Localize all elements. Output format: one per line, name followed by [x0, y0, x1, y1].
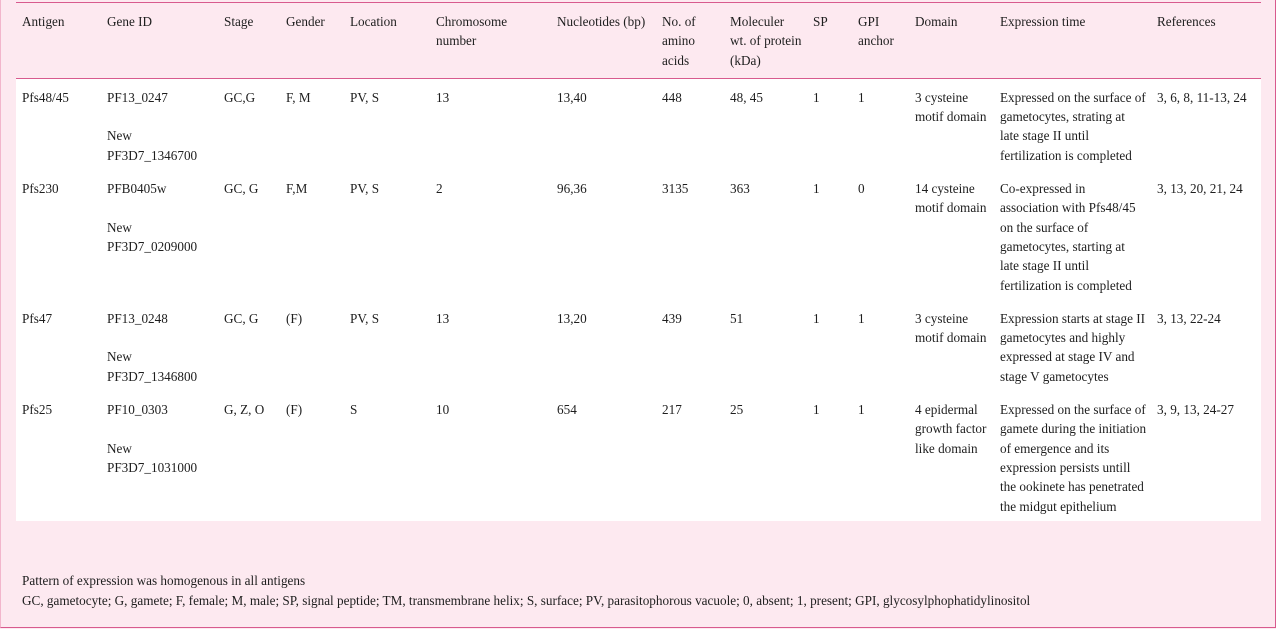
gene-id-new: PF3D7_1031000 [107, 459, 198, 475]
cell-domain: 3 cysteine motif domain [915, 89, 987, 125]
cell-mol-wt: 48, 45 [730, 89, 763, 105]
cell-expression: Co-expressed in association with Pfs48/45 on the surface of gametocytes, starting at late stage II until fertilization is completed [1000, 181, 1136, 293]
cell-references: 3, 6, 8, 11-13, 24 [1157, 89, 1247, 105]
gene-id-new: PF3D7_1346800 [107, 368, 198, 384]
cell-references: 3, 13, 20, 21, 24 [1157, 181, 1243, 197]
gene-id-new-label: New [107, 349, 132, 365]
cell-sp: 1 [813, 181, 820, 197]
cell-sp: 1 [813, 310, 820, 326]
gene-id-new: PF3D7_1346700 [107, 147, 198, 163]
cell-gender: (F) [286, 310, 303, 326]
cell-mol-wt: 51 [730, 310, 744, 326]
gene-id-new-label: New [107, 219, 132, 235]
cell-nucleotides: 13,40 [557, 89, 587, 105]
cell-sp: 1 [813, 402, 820, 418]
col-header-antigen: Antigen [16, 3, 101, 78]
cell-mol-wt: 363 [730, 181, 750, 197]
cell-chromosome: 2 [436, 181, 443, 197]
col-header-nucleotides: Nucleotides (bp) [551, 3, 656, 78]
cell-amino-acids: 3135 [662, 181, 689, 197]
cell-stage: GC, G [224, 310, 259, 326]
cell-references: 3, 9, 13, 24-27 [1157, 402, 1234, 418]
col-header-references: References [1151, 3, 1261, 78]
gene-id-new-label: New [107, 440, 132, 456]
cell-nucleotides: 96,36 [557, 181, 587, 197]
cell-expression: Expressed on the surface of gamete during the initiation of emergence and its expression persists untill the ookinete has penetrated the midgut epithelium [1000, 402, 1147, 514]
cell-mol-wt: 25 [730, 402, 744, 418]
cell-expression: Expression starts at stage II gametocytes and highly expressed at stage IV and stage V gametocytes [1000, 310, 1146, 384]
col-header-expression: Expression time [994, 3, 1151, 78]
col-header-location: Location [344, 3, 430, 78]
table-row [16, 170, 1261, 300]
cell-amino-acids: 439 [662, 310, 682, 326]
gene-id-new: PF3D7_0209000 [107, 238, 198, 254]
header-row [16, 3, 1261, 78]
cell-location: PV, S [350, 181, 380, 197]
cell-nucleotides: 654 [557, 402, 577, 418]
cell-amino-acids: 217 [662, 402, 682, 418]
cell-antigen: Pfs47 [22, 310, 53, 326]
cell-antigen: Pfs230 [22, 181, 59, 197]
footnote-note: Pattern of expression was homogenous in all antigens [22, 573, 306, 588]
cell-gender: (F) [286, 402, 303, 418]
cell-expression: Expressed on the surface of gametocytes, strating at late stage II until fertilization is completed [1000, 89, 1146, 163]
table-row [16, 78, 1261, 170]
cell-chromosome: 13 [436, 310, 450, 326]
cell-chromosome: 10 [436, 402, 450, 418]
cell-location: PV, S [350, 89, 380, 105]
col-header-gene-id: Gene ID [101, 3, 218, 78]
col-header-gender: Gender [280, 3, 344, 78]
gene-id-old: PFB0405w [107, 181, 167, 197]
cell-chromosome: 13 [436, 89, 450, 105]
gene-id-old: PF13_0247 [107, 89, 168, 105]
cell-stage: GC,G [224, 89, 256, 105]
col-header-mol-wt: Moleculer wt. of protein (kDa) [724, 3, 807, 78]
cell-gpi: 1 [858, 402, 865, 418]
cell-location: PV, S [350, 310, 380, 326]
cell-antigen: Pfs48/45 [22, 89, 69, 105]
cell-stage: GC, G [224, 181, 259, 197]
table-footnote [22, 571, 1030, 610]
cell-amino-acids: 448 [662, 89, 682, 105]
cell-domain: 3 cysteine motif domain [915, 310, 987, 346]
col-header-stage: Stage [218, 3, 280, 78]
gene-id-old: PF13_0248 [107, 310, 168, 326]
cell-sp: 1 [813, 89, 820, 105]
col-header-gpi: GPI anchor [852, 3, 909, 78]
cell-gpi: 1 [858, 89, 865, 105]
cell-gender: F,M [286, 181, 308, 197]
cell-nucleotides: 13,20 [557, 310, 587, 326]
col-header-amino-acids: No. of amino acids [656, 3, 724, 78]
cell-domain: 14 cysteine motif domain [915, 181, 987, 216]
gene-id-old: PF10_0303 [107, 402, 168, 418]
cell-stage: G, Z, O [224, 402, 265, 418]
col-header-sp: SP [807, 3, 852, 78]
col-header-chromosome: Chromosome number [430, 3, 551, 78]
table-row [16, 300, 1261, 391]
cell-gpi: 1 [858, 310, 865, 326]
cell-gene-id [101, 78, 218, 170]
cell-gene-id [101, 391, 218, 521]
cell-references: 3, 13, 22-24 [1157, 310, 1221, 326]
cell-location: S [350, 402, 358, 418]
footnote-abbreviations: GC, gametocyte; G, gamete; F, female; M, male; SP, signal peptide; TM, transmembrane helix; S, surface; PV, parasitophorous vacuole; 0, absent; 1, present; GPI, glycosylphophatidylinositol [22, 592, 1031, 608]
cell-gene-id [101, 300, 218, 391]
cell-domain: 4 epidermal growth factor like domain [915, 402, 987, 456]
cell-gpi: 0 [858, 181, 865, 197]
table-row [16, 391, 1261, 521]
col-header-domain: Domain [909, 3, 994, 78]
cell-antigen: Pfs25 [22, 402, 53, 418]
gene-id-new-label: New [107, 128, 132, 144]
cell-gender: F, M [286, 89, 311, 105]
antigen-table [16, 3, 1261, 521]
cell-gene-id [101, 170, 218, 300]
